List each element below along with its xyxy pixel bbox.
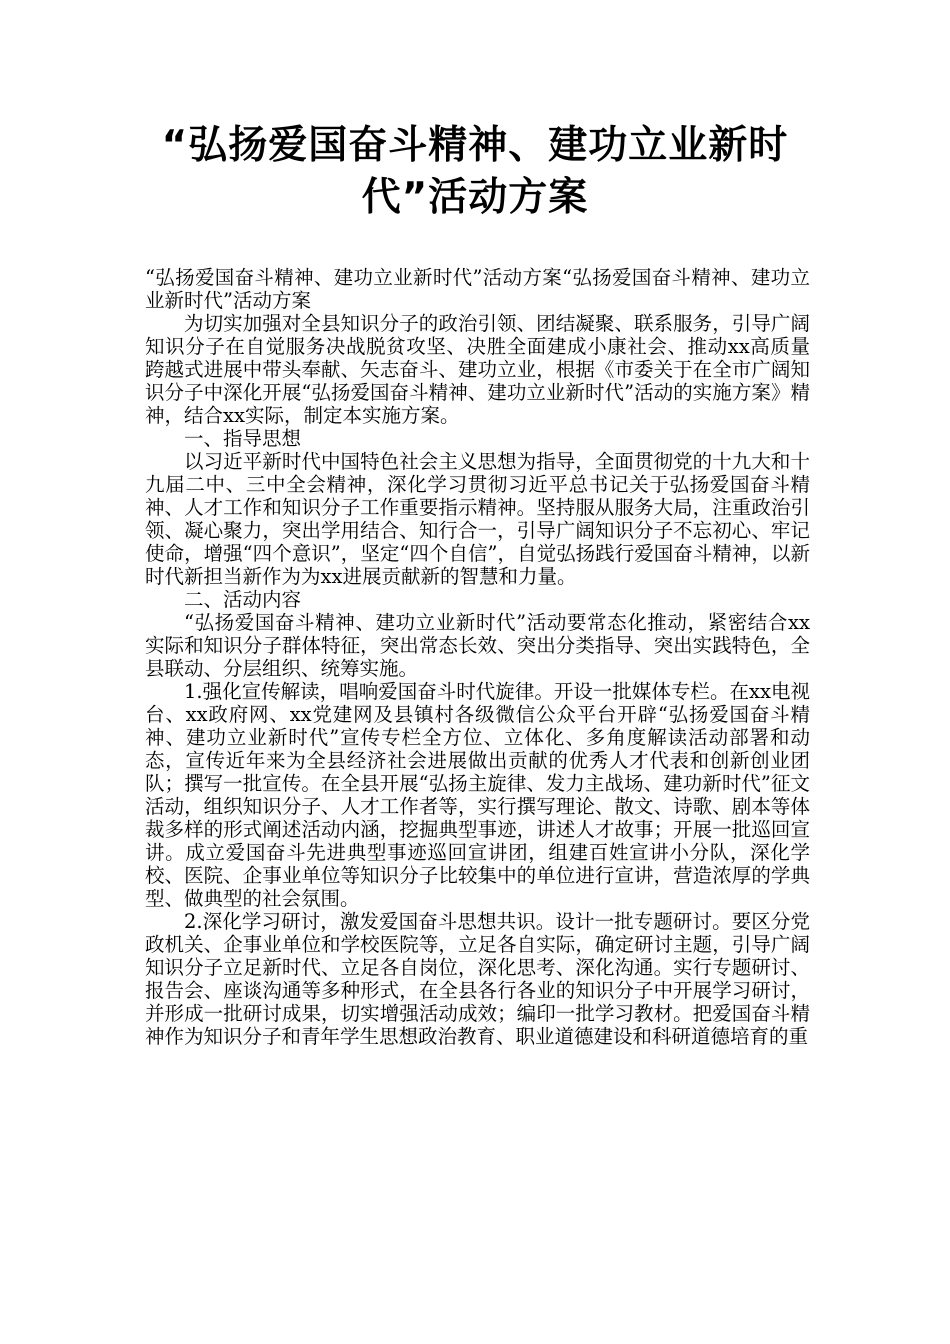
body-paragraph: “弘扬爱国奋斗精神、建功立业新时代”活动方案“弘扬爱国奋斗精神、建功立业新时代”活动方案 bbox=[145, 266, 810, 312]
body-paragraph: 2.深化学习研讨，激发爱国奋斗思想共识。设计一批专题研讨。要区分党政机关、企事业单位和学校医院等，立足各自实际，确定研讨主题，引导广阔知识分子立足新时代、立足各自岗位，深化思考、深化沟通。实行专题研讨、报告会、座谈沟通等多种形式，在全县各行各业的知识分子中开展学习研讨，并形成一批研讨成果，切实增强活动成效；编印一批学习教材。把爱国奋斗精神作为知识分子和青年学生思想政治教育、职业道德建设和科研道德培育的重 bbox=[145, 910, 810, 1048]
document-body bbox=[145, 266, 810, 1048]
document-title bbox=[140, 120, 810, 224]
body-paragraph: “弘扬爱国奋斗精神、建功立业新时代”活动要常态化推动，紧密结合xx实际和知识分子群体特征，突出常态长效、突出分类指导、突出实践特色，全县联动、分层组织、统筹实施。 bbox=[145, 611, 810, 680]
title-line-1: “弘扬爱国奋斗精神、建功立业新时 bbox=[161, 123, 789, 168]
body-paragraph: 以习近平新时代中国特色社会主义思想为指导，全面贯彻党的十九大和十九届二中、三中全会精神，深化学习贯彻习近平总书记关于弘扬爱国奋斗精神、人才工作和知识分子工作重要指示精神。坚持服从服务大局，注重政治引领、凝心聚力，突出学用结合、知行合一，引导广阔知识分子不忘初心、牢记使命，增强“四个意识”，坚定“四个自信”，自觉弘扬践行爱国奋斗精神，以新时代新担当新作为为xx进展贡献新的智慧和力量。 bbox=[145, 450, 810, 588]
section-heading: 二、活动内容 bbox=[184, 588, 302, 611]
body-paragraph: 1.强化宣传解读，唱响爱国奋斗时代旋律。开设一批媒体专栏。在xx电视台、xx政府网、xx党建网及县镇村各级微信公众平台开辟“弘扬爱国奋斗精神、建功立业新时代”宣传专栏全方位、立体化、多角度解读活动部署和动态，宣传近年来为全县经济社会进展做出贡献的优秀人才代表和创新创业团队；撰写一批宣传。在全县开展“弘扬主旋律、发力主战场、建功新时代”征文活动，组织知识分子、人才工作者等，实行撰写理论、散文、诗歌、剧本等体裁多样的形式阐述活动内涵，挖掘典型事迹，讲述人才故事；开展一批巡回宣讲。成立爱国奋斗先进典型事迹巡回宣讲团，组建百姓宣讲小分队，深化学校、医院、企事业单位等知识分子比较集中的单位进行宣讲，营造浓厚的学典型、做典型的社会氛围。 bbox=[145, 680, 810, 910]
body-paragraph: 为切实加强对全县知识分子的政治引领、团结凝聚、联系服务，引导广阔知识分子在自觉服务决战脱贫攻坚、决胜全面建成小康社会、推动xx高质量跨越式进展中带头奉献、矢志奋斗、建功立业，根据《市委关于在全市广阔知识分子中深化开展“弘扬爱国奋斗精神、建功立业新时代”活动的实施方案》精神，结合xx实际，制定本实施方案。 bbox=[145, 312, 810, 427]
section-heading: 一、指导思想 bbox=[184, 427, 302, 450]
title-line-2: 代”活动方案 bbox=[361, 175, 589, 220]
